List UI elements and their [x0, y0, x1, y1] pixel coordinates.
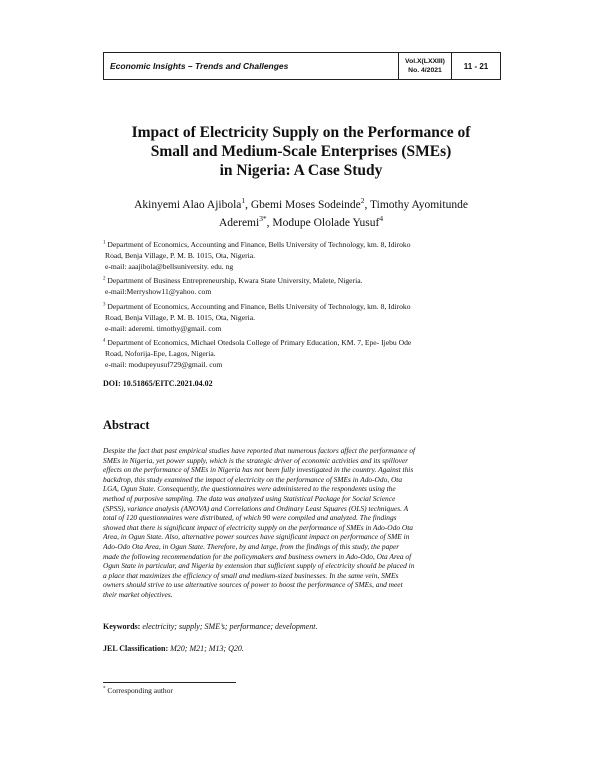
- abstract-line: LGA, Ogun State. Consequently, the questionnaires were administered to the respondents using the: [103, 484, 396, 494]
- affiliation-email: e-mail: aderemi. timothy@gmail. com: [105, 323, 222, 333]
- affiliation-email: e-mail:Merryshow11@yahoo. com: [105, 287, 212, 297]
- journal-header: [103, 52, 501, 80]
- author-list: [103, 196, 499, 232]
- affiliation-sup: 1: [103, 240, 106, 246]
- affiliation-line: Road, Noforija-Epe, Lagos, Nigeria.: [105, 349, 216, 359]
- affiliations: [103, 240, 503, 375]
- jel-classification: [103, 644, 244, 653]
- title-line: Small and Medium-Scale Enterprises (SMEs): [150, 143, 452, 160]
- affiliation-line: Department of Economics, Michael Otedsola College of Primary Education, KM. 7, Epe- Ijebu Ode: [107, 338, 412, 348]
- author-separator: ,: [364, 199, 371, 211]
- author-name: Modupe Ololade Yusuf: [272, 217, 380, 229]
- volume: Vol.X(LXXIII): [405, 58, 445, 65]
- footnote-mark: *: [103, 686, 106, 692]
- jel-label: JEL Classification:: [103, 644, 169, 653]
- abstract-line: (SPSS), variance analysis (ANOVA) and Correlations and Ordinary Least Squares (OLS) techniques. A: [103, 503, 409, 513]
- author-name: Aderemi: [218, 217, 260, 229]
- abstract-line: Ado-Odo Ota Area, in Ogun State. Therefore, by and large, from the findings of this study, the paper: [103, 541, 400, 551]
- volume-cell: [398, 53, 451, 79]
- footnote-divider: [103, 682, 236, 683]
- affiliation-sup: 3: [103, 302, 106, 308]
- abstract-line: method of purposive sampling. The data was analyzed using Statistical Package for Social Science: [103, 493, 396, 503]
- affiliation-line: Department of Economics, Accounting and Finance, Bells University of Technology, km. 8, Idiroko: [107, 240, 411, 249]
- abstract-line: Despite the fact that past empirical studies have reported that numerous factors affect the performance of: [103, 446, 416, 455]
- author-name: Akinyemi Alao Ajibola: [134, 199, 242, 211]
- author-name: Gbemi Moses Sodeinde: [250, 199, 361, 211]
- abstract-line: their market objectives.: [103, 589, 173, 599]
- abstract-line: Ogun State in particular, and Nigeria by extension that sufficient supply of electricity should be placed in: [103, 561, 415, 571]
- keywords: [103, 622, 317, 631]
- abstract-line: Area, in Ogun State. Also, alternative power sources have significant impact on performance of SME in: [103, 532, 410, 542]
- affiliation-1: [103, 240, 503, 272]
- author-sup: 3*: [259, 214, 267, 224]
- affiliation-4: [103, 338, 503, 370]
- journal-name: Economic Insights – Trends and Challenges: [110, 61, 289, 71]
- affiliation-line: Road, Benja Village, P. M. B. 1015, Ota, Nigeria.: [105, 250, 255, 260]
- affiliation-email: e-mail: modupeyusuf729@gmail. com: [105, 359, 223, 369]
- jel-codes: M20; M21; M13; Q20.: [170, 644, 244, 653]
- page-range: 11 - 21: [451, 53, 500, 79]
- keywords-label: Keywords:: [103, 622, 141, 631]
- affiliation-2: [103, 276, 503, 298]
- affiliation-line: Road, Benja Village, P. M. B. 1015, Ota, Nigeria.: [105, 312, 255, 322]
- author-line-1: [103, 196, 499, 214]
- author-sup: 4: [379, 214, 384, 224]
- author-sup: 2: [360, 196, 365, 206]
- affiliation-sup: 4: [103, 338, 106, 344]
- abstract-line: showed that there is significant impact of electricity supply on the performance of SMEs in Ado-Odo Ota: [103, 522, 413, 532]
- title-line: Impact of Electricity Supply on the Performance of: [131, 124, 471, 141]
- affiliation-line: Department of Business Entrepreneurship, Kwara State University, Malete, Nigeria.: [107, 276, 363, 286]
- footnote-text: Corresponding author: [107, 686, 173, 695]
- author-separator: ,: [266, 217, 273, 229]
- abstract-line: effects on the performance of SMEs in Nigeria has not been fully investigated in the country. Against this: [103, 465, 414, 475]
- affiliation-sup: 2: [103, 276, 106, 282]
- abstract-line: made the following recommendation for the policymakers and business owners in Ado-Odo, Ota Area of: [103, 551, 412, 561]
- abstract-line: backdrop, this study examined the impact of electricity on the performance of SMEs in Ado-Odo, Ota: [103, 474, 403, 484]
- author-line-2: [103, 214, 499, 232]
- abstract-line: a place that maximizes the efficiency of small and medium-sized businesses. In the same vein, SMEs: [103, 570, 399, 580]
- affiliation-email: e-mail: aaajibola@bellsuniversity. edu. ng: [105, 261, 234, 271]
- abstract-line: SMEs in Nigeria, yet power supply, which is the strategic driver of economic activities and its spillover: [103, 455, 409, 465]
- doi: DOI: 10.51865/EITC.2021.04.02: [103, 379, 213, 388]
- affiliation-3: [103, 302, 503, 334]
- abstract-line: total of 120 questionnaires were distributed, of which 90 were compiled and analyzed. The findings: [103, 513, 397, 523]
- abstract-body: [103, 446, 503, 600]
- issue-number: No. 4/2021: [408, 67, 442, 74]
- footnote: [103, 686, 173, 695]
- abstract-line: owners should strive to use alternative sources of power to boost the performance of SMEs, and meet: [103, 580, 403, 590]
- title-line: in Nigeria: A Case Study: [219, 162, 383, 179]
- author-sup: 1: [241, 196, 246, 206]
- paper-title: [103, 123, 499, 180]
- affiliation-line: Department of Economics, Accounting and Finance, Bells University of Technology, km. 8, Idiroko: [107, 301, 411, 311]
- author-separator: ,: [245, 199, 251, 211]
- keywords-text: electricity; supply; SME’s; performance; development.: [142, 622, 318, 631]
- abstract-heading: Abstract: [103, 418, 150, 432]
- author-name: Timothy Ayomitunde: [370, 199, 468, 211]
